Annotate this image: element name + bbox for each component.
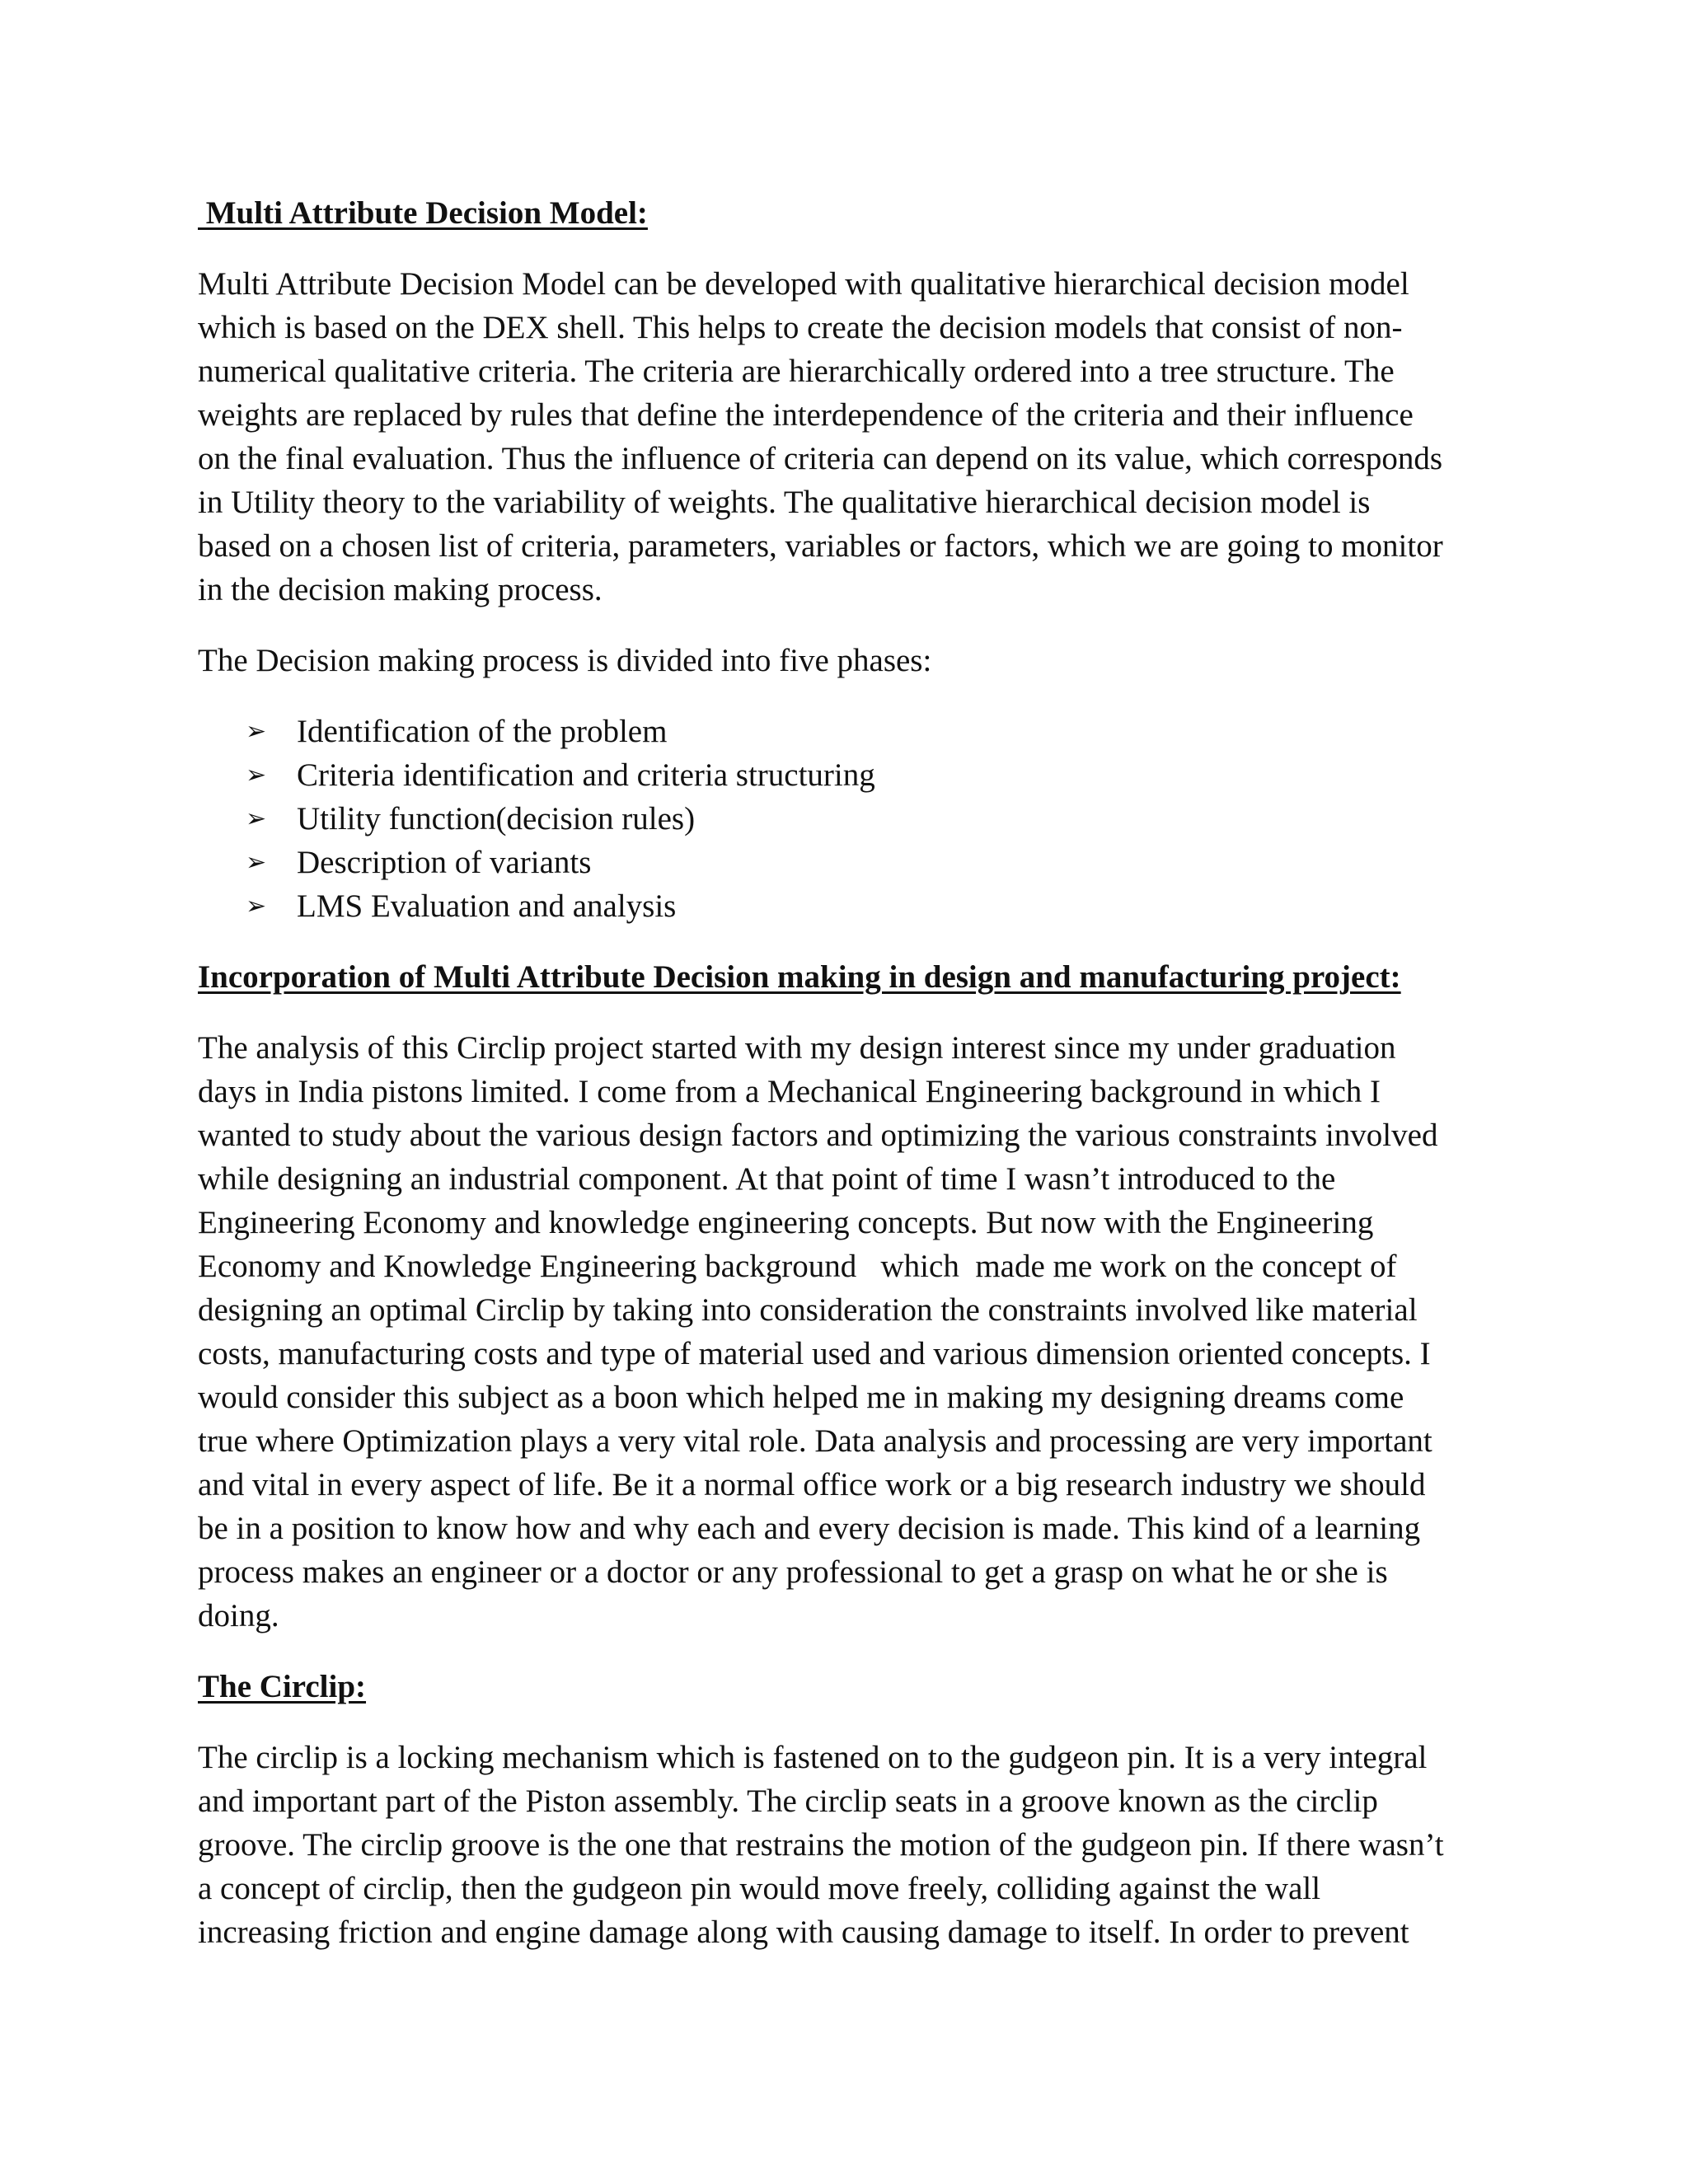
paragraph-line: while designing an industrial component. At that point of time I wasn’t introduced to the bbox=[198, 1161, 1336, 1197]
document-page bbox=[198, 191, 1500, 1954]
paragraph-incorporation bbox=[198, 1026, 1500, 1638]
paragraph-line: true where Optimization plays a very vital role. Data analysis and processing are very important bbox=[198, 1423, 1432, 1459]
paragraph-line: Engineering Economy and knowledge engineering concepts. But now with the Engineering bbox=[198, 1205, 1374, 1240]
list-item-text: LMS Evaluation and analysis bbox=[297, 888, 677, 924]
paragraph-line: and vital in every aspect of life. Be it a normal office work or a big research industry we should bbox=[198, 1467, 1426, 1502]
section-heading-the-circlip: The Circlip: bbox=[198, 1669, 367, 1704]
paragraph-line: Multi Attribute Decision Model can be developed with qualitative hierarchical decision model bbox=[198, 266, 1409, 302]
paragraph-line: costs, manufacturing costs and type of material used and various dimension oriented concepts. I bbox=[198, 1336, 1431, 1371]
arrowhead-bullet-icon: ➢ bbox=[246, 892, 267, 921]
paragraph-line: doing. bbox=[198, 1598, 279, 1633]
paragraph-line: The analysis of this Circlip project started with my design interest since my under graduation bbox=[198, 1030, 1396, 1066]
arrowhead-bullet-icon: ➢ bbox=[246, 761, 267, 790]
paragraph-line: in Utility theory to the variability of weights. The qualitative hierarchical decision model is bbox=[198, 485, 1371, 520]
arrowhead-bullet-icon: ➢ bbox=[246, 848, 267, 877]
paragraph-line: The circlip is a locking mechanism which is fastened on to the gudgeon pin. It is a very integral bbox=[198, 1740, 1428, 1775]
list-item bbox=[246, 841, 1500, 884]
paragraph-line: designing an optimal Circlip by taking into consideration the constraints involved like material bbox=[198, 1292, 1418, 1328]
paragraph-line: process makes an engineer or a doctor or any professional to get a grasp on what he or she is bbox=[198, 1554, 1388, 1590]
list-item-text: Description of variants bbox=[297, 845, 592, 880]
paragraph-line: groove. The circlip groove is the one that restrains the motion of the gudgeon pin. If there wasn’t bbox=[198, 1827, 1444, 1863]
paragraph-the-circlip bbox=[198, 1736, 1500, 1954]
phases-intro: The Decision making process is divided into five phases: bbox=[198, 643, 932, 678]
list-item bbox=[246, 753, 1500, 797]
paragraph-line: which is based on the DEX shell. This helps to create the decision models that consist of non- bbox=[198, 310, 1403, 345]
list-item bbox=[246, 710, 1500, 753]
paragraph-line: in the decision making process. bbox=[198, 572, 603, 607]
paragraph-line: based on a chosen list of criteria, parameters, variables or factors, which we are going to monitor bbox=[198, 528, 1443, 564]
list-item-text: Utility function(decision rules) bbox=[297, 801, 696, 837]
arrowhead-bullet-icon: ➢ bbox=[246, 804, 267, 833]
arrowhead-bullet-icon: ➢ bbox=[246, 717, 267, 746]
paragraph-line: a concept of circlip, then the gudgeon pin would move freely, colliding against the wall bbox=[198, 1871, 1321, 1906]
phases-list bbox=[198, 710, 1500, 928]
paragraph-line: wanted to study about the various design factors and optimizing the various constraints involved bbox=[198, 1118, 1438, 1153]
paragraph-line: increasing friction and engine damage along with causing damage to itself. In order to prevent bbox=[198, 1915, 1409, 1950]
paragraph-multi-attribute-decision-model bbox=[198, 262, 1500, 612]
paragraph-line: would consider this subject as a boon which helped me in making my designing dreams come bbox=[198, 1380, 1404, 1415]
list-item bbox=[246, 797, 1500, 841]
section-heading-incorporation: Incorporation of Multi Attribute Decision making in design and manufacturing project: bbox=[198, 959, 1401, 995]
paragraph-line: on the final evaluation. Thus the influence of criteria can depend on its value, which corresponds bbox=[198, 441, 1443, 476]
paragraph-line: Economy and Knowledge Engineering background which made me work on the concept of bbox=[198, 1249, 1397, 1284]
paragraph-line: days in India pistons limited. I come from a Mechanical Engineering background in which I bbox=[198, 1074, 1381, 1109]
paragraph-line: and important part of the Piston assembly. The circlip seats in a groove known as the circlip bbox=[198, 1783, 1378, 1819]
list-item-text: Criteria identification and criteria structuring bbox=[297, 757, 875, 793]
section-heading-multi-attribute-decision-model: Multi Attribute Decision Model: bbox=[198, 195, 648, 231]
paragraph-line: weights are replaced by rules that define the interdependence of the criteria and their influence bbox=[198, 397, 1414, 433]
list-item-text: Identification of the problem bbox=[297, 714, 668, 749]
paragraph-line: be in a position to know how and why each and every decision is made. This kind of a learning bbox=[198, 1511, 1421, 1546]
list-item bbox=[246, 884, 1500, 928]
paragraph-line: numerical qualitative criteria. The criteria are hierarchically ordered into a tree structure. The bbox=[198, 354, 1395, 389]
